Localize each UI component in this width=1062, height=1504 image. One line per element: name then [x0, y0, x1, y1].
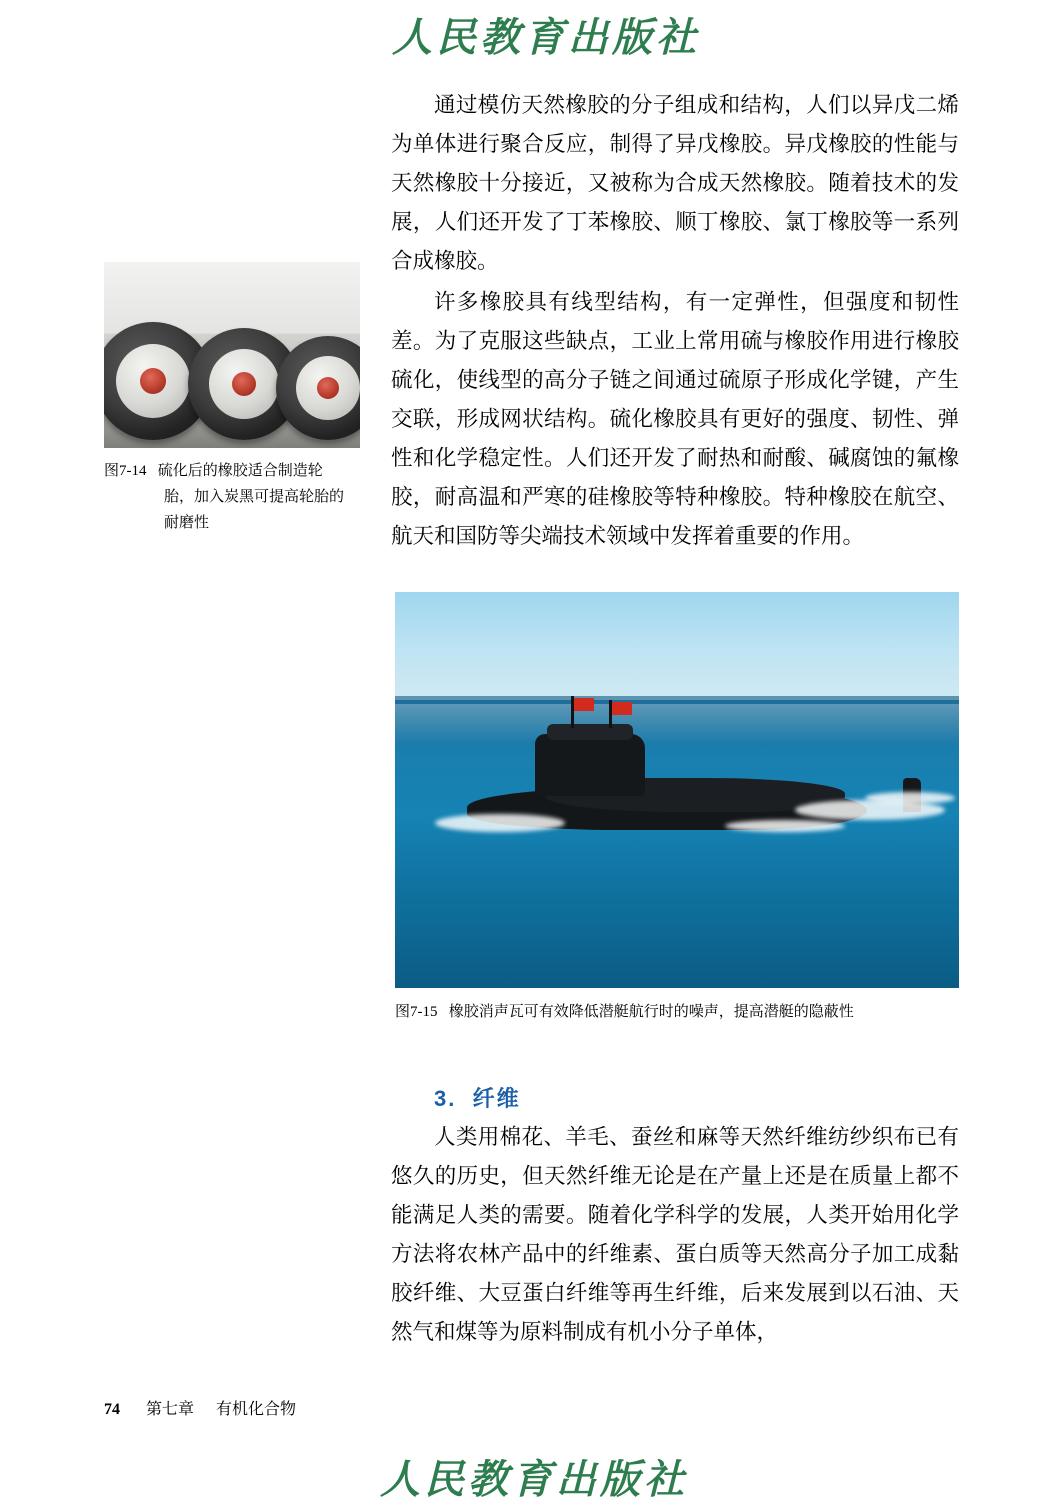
hub-icon — [317, 377, 339, 399]
hub-icon — [232, 372, 256, 396]
submarine-photo — [395, 592, 959, 988]
hub-icon — [140, 368, 166, 394]
submarine-sail — [535, 734, 645, 796]
figure-caption-line: 耐磨性 — [164, 515, 210, 531]
paragraph: 许多橡胶具有线型结构，有一定弹性，但强度和韧性差。为了克服这些缺点，工业上常用硫与橡胶作用进行橡胶硫化，使线型的高分子链之间通过硫原子形成化学键，产生交联，形成网状结构。硫化橡胶具有更好的强度、韧性、弹性和化学稳定性。人们还开发了耐热和耐酸、碱腐蚀的氟橡胶，耐高温和严寒的硅橡胶等特种橡胶。特种橡胶在航空、航天和国防等尖端技术领域中发挥着重要的作用。 — [391, 290, 959, 548]
page-footer — [104, 1396, 296, 1419]
tire-photo — [104, 262, 360, 448]
section-number: 3. — [434, 1086, 457, 1111]
wake — [435, 814, 565, 832]
publisher-watermark-bottom: 人民教育出版社 — [380, 1457, 688, 1502]
chapter-title: 有机化合物 — [216, 1401, 297, 1418]
wake — [865, 792, 955, 804]
paragraph: 通过模仿天然橡胶的分子组成和结构，人们以异戊二烯为单体进行聚合反应，制得了异戊橡胶。异戊橡胶的性能与天然橡胶十分接近，又被称为合成天然橡胶。随着技术的发展，人们还开发了丁苯橡胶、顺丁橡胶、氯丁橡胶等一系列合成橡胶。 — [391, 93, 959, 273]
body-text-column-top — [391, 86, 959, 558]
publisher-watermark-top: 人民教育出版社 — [392, 15, 700, 60]
page-number: 74 — [104, 1401, 120, 1418]
body-text-column-bottom — [391, 1118, 959, 1354]
figure-caption-line: 胎，加入炭黑可提高轮胎的 — [164, 489, 345, 505]
sea-glint — [395, 704, 959, 744]
tire-figure-caption — [104, 458, 366, 536]
figure-label: 图7-14 — [104, 463, 147, 479]
wake — [725, 820, 845, 832]
chapter-number: 第七章 — [146, 1401, 195, 1418]
submarine-sail-top — [547, 724, 633, 740]
submarine-figure-caption — [395, 1000, 959, 1024]
figure-caption-text: 橡胶消声瓦可有效降低潜艇航行时的噪声，提高潜艇的隐蔽性 — [448, 1004, 854, 1020]
figure-caption-line: 硫化后的橡胶适合制造轮 — [157, 463, 323, 479]
sky — [395, 592, 959, 700]
section-heading — [434, 1082, 521, 1113]
flag-icon — [612, 702, 632, 715]
flag-icon — [574, 698, 594, 711]
figure-label: 图7-15 — [395, 1004, 438, 1020]
paragraph: 人类用棉花、羊毛、蚕丝和麻等天然纤维纺纱织布已有悠久的历史，但天然纤维无论是在产量上还是在质量上都不能满足人类的需要。随着化学科学的发展，人类开始用化学方法将农林产品中的纤维素、蛋白质等天然高分子加工成黏胶纤维、大豆蛋白纤维等再生纤维，后来发展到以石油、天然气和煤等为原料制成有机小分子单体， — [391, 1125, 959, 1344]
section-title: 纤维 — [472, 1086, 521, 1111]
